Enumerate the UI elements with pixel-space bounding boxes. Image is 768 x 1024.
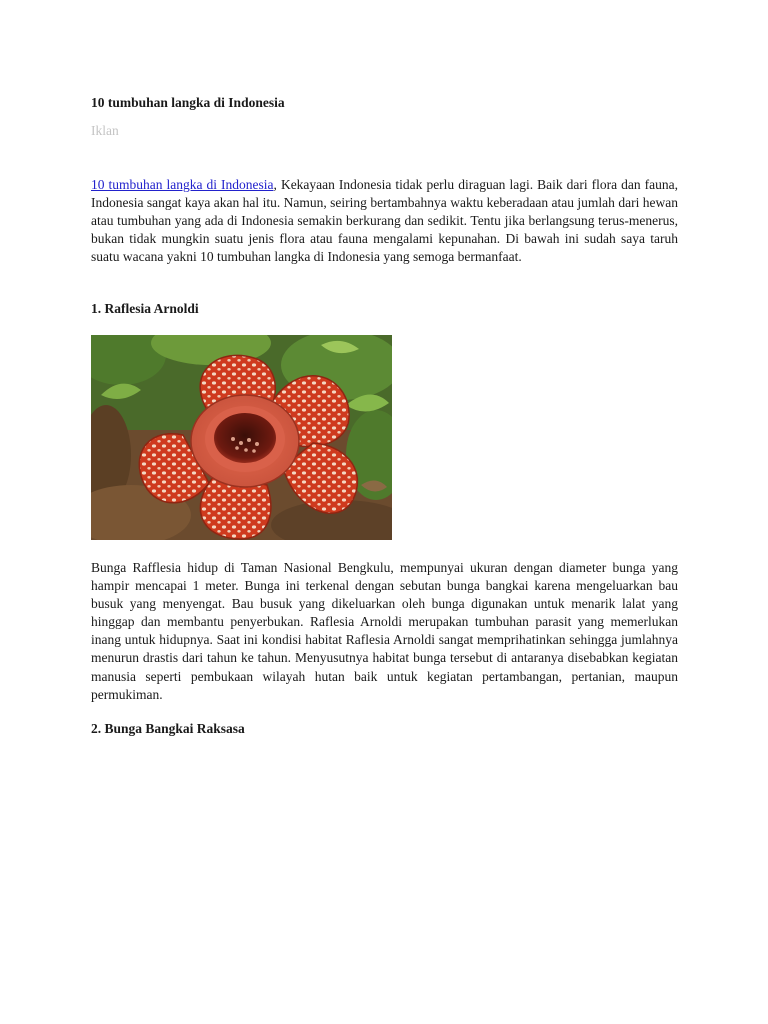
intro-text: , Kekayaan Indonesia tidak perlu diraguan lagi. Baik dari flora dan fauna, Indonesia sangat kaya akan hal itu. Namun, seiring bertambahnya waktu keberadaan atau jumlah dari hewan atau tumbuhan yang ada di Indonesia semakin berkurang dan sedikit. Tentu jika berlangsung terus-menerus, bukan tidak mungkin suatu jenis flora atau fauna mengalami kepunahan. Di bawah ini sudah saya taruh suatu wacana yakni 10 tumbuhan langka di Indonesia yang semoga bermanfaat. xyxy=(91,177,678,265)
intro-paragraph xyxy=(91,176,678,266)
ad-label: Iklan xyxy=(91,123,119,138)
rafflesia-photo xyxy=(91,335,392,540)
raflesia-paragraph: Bunga Rafflesia hidup di Taman Nasional Bengkulu, mempunyai ukuran dengan diameter bunga yang hampir mencapai 1 meter. Bunga ini terkenal dengan sebutan bunga bangkai karena mengeluarkan bau busuk yang menyengat. Bau busuk yang dikeluarkan oleh bunga digunakan untuk menarik lalat yang hinggap dan membantu penyerbukan. Raflesia Arnoldi merupakan tumbuhan parasit yang memerlukan inang untuk hidupnya. Saat ini kondisi habitat Raflesia Arnoldi sangat memprihatinkan sehingga jumlahnya menurun drastis dari tahun ke tahun. Menyusutnya habitat bunga tersebut di antaranya disebabkan kegiatan manusia seperti pembukaan wilayah hutan baik untuk kegiatan pertambangan, pertanian, maupun permukiman. xyxy=(91,560,678,702)
intro-link[interactable]: 10 tumbuhan langka di Indonesia xyxy=(91,177,274,192)
section-heading-raflesia: 1. Raflesia Arnoldi xyxy=(91,301,199,316)
document-title: 10 tumbuhan langka di Indonesia xyxy=(91,95,285,110)
section-heading-bunga-bangkai: 2. Bunga Bangkai Raksasa xyxy=(91,721,245,736)
